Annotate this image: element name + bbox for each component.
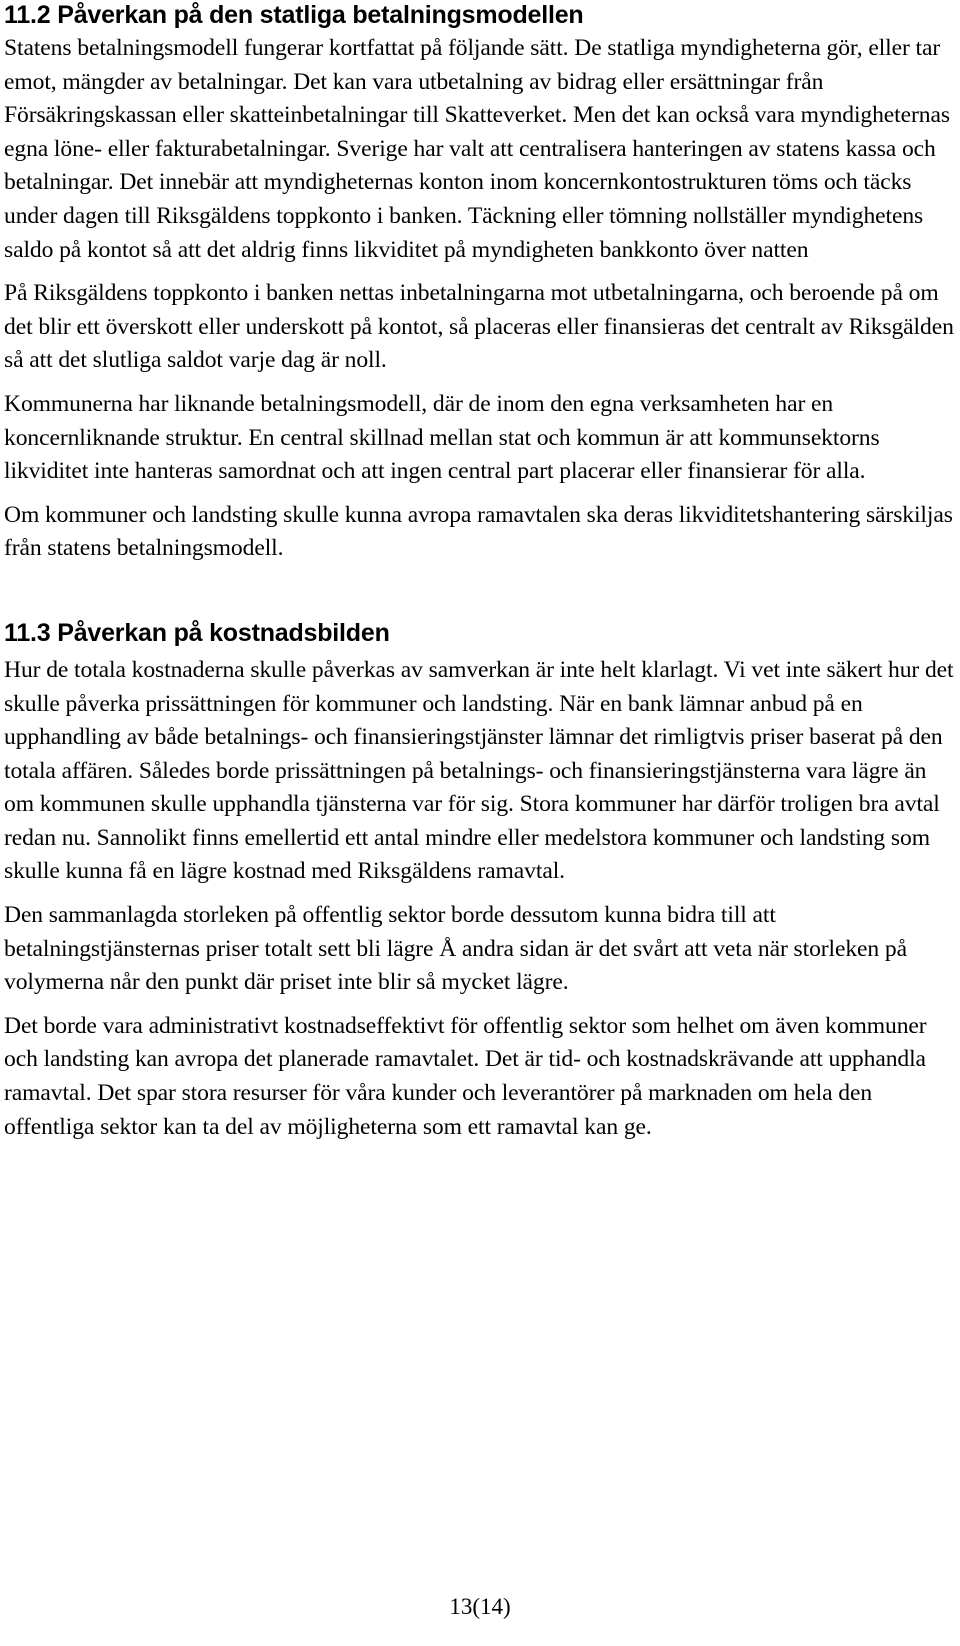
paragraph: Om kommuner och landsting skulle kunna avropa ramavtalen ska deras likviditetshantering särskiljas från statens betalningsmodell. xyxy=(4,501,953,562)
paragraph: På Riksgäldens toppkonto i banken nettas inbetalningarna mot utbetalningarna, och beroende på om det blir ett överskott eller underskott på kontot, så placeras eller finansieras det centralt av Riksgälden så att det slutliga saldot varje dag är noll. xyxy=(4,280,954,374)
paragraph: Det borde vara administrativt kostnadseffektivt för offentlig sektor som helhet om även kommuner och landsting kan avropa det planerade ramavtalet. Det är tid- och kostnadskrävande att upphandla ramavtal. Det spar stora resurser för våra kunder och leverantörer på marknaden om hela den offentliga sektor kan ta del av möjligheterna som ett ramavtal kan ge. xyxy=(4,1012,927,1140)
page-number: 13(14) xyxy=(449,1594,511,1619)
section-heading-11-2: 11.2 Påverkan på den statliga betalningsmodellen xyxy=(4,1,584,29)
document-body xyxy=(4,0,954,1144)
paragraph: Statens betalningsmodell fungerar kortfattat på följande sätt. De statliga myndigheterna gör, eller tar emot, mängder av betalningar. Det kan vara utbetalning av bidrag eller ersättningar från Försäkringskassan eller skatteinbetalningar till Skatteverket. Men det kan också vara myndigheternas egna löne- eller fakturabetalningar. Sverige har valt att centralisera hanteringen av statens kassa och betalningar. Det innebär att myndigheternas konton inom koncernkontostrukturen töms och täcks under dagen till Riksgäldens toppkonto i banken. Täckning eller tömning nollställer myndighetens saldo på kontot så att det aldrig finns likviditet på myndigheten bankkonto över natten xyxy=(4,35,950,263)
paragraph: Hur de totala kostnaderna skulle påverkas av samverkan är inte helt klarlagt. Vi vet inte säkert hur det skulle påverka prissättningen för kommuner och landsting. När en bank lämnar anbud på en upphandling av både betalnings- och finansieringstjänster lämnar det rimligtvis priser baserat på den totala affären. Således borde prissättningen på betalnings- och finansieringstjänsterna vara lägre än om kommunen skulle upphandla tjänsterna var för sig. Stora kommuner har därför troligen bra avtal redan nu. Sannolikt finns emellertid ett antal mindre eller medelstora kommuner och landsting som skulle kunna få en lägre kostnad med Riksgäldens ramavtal. xyxy=(4,656,954,885)
paragraph: Kommunerna har liknande betalningsmodell, där de inom den egna verksamheten har en koncernliknande struktur. En central skillnad mellan stat och kommun är att kommunsektorns likviditet inte hanteras samordnat och att ingen central part placerar eller finansierar för alla. xyxy=(4,390,880,485)
paragraph: Den sammanlagda storleken på offentlig sektor borde dessutom kunna bidra till att betalningstjänsternas priser totalt sett bli lägre Å andra sidan är det svårt att veta när storleken på volymerna når den punkt där priset inte blir så mycket lägre. xyxy=(4,902,907,996)
section-heading-11-3: 11.3 Påverkan på kostnadsbilden xyxy=(4,618,390,647)
